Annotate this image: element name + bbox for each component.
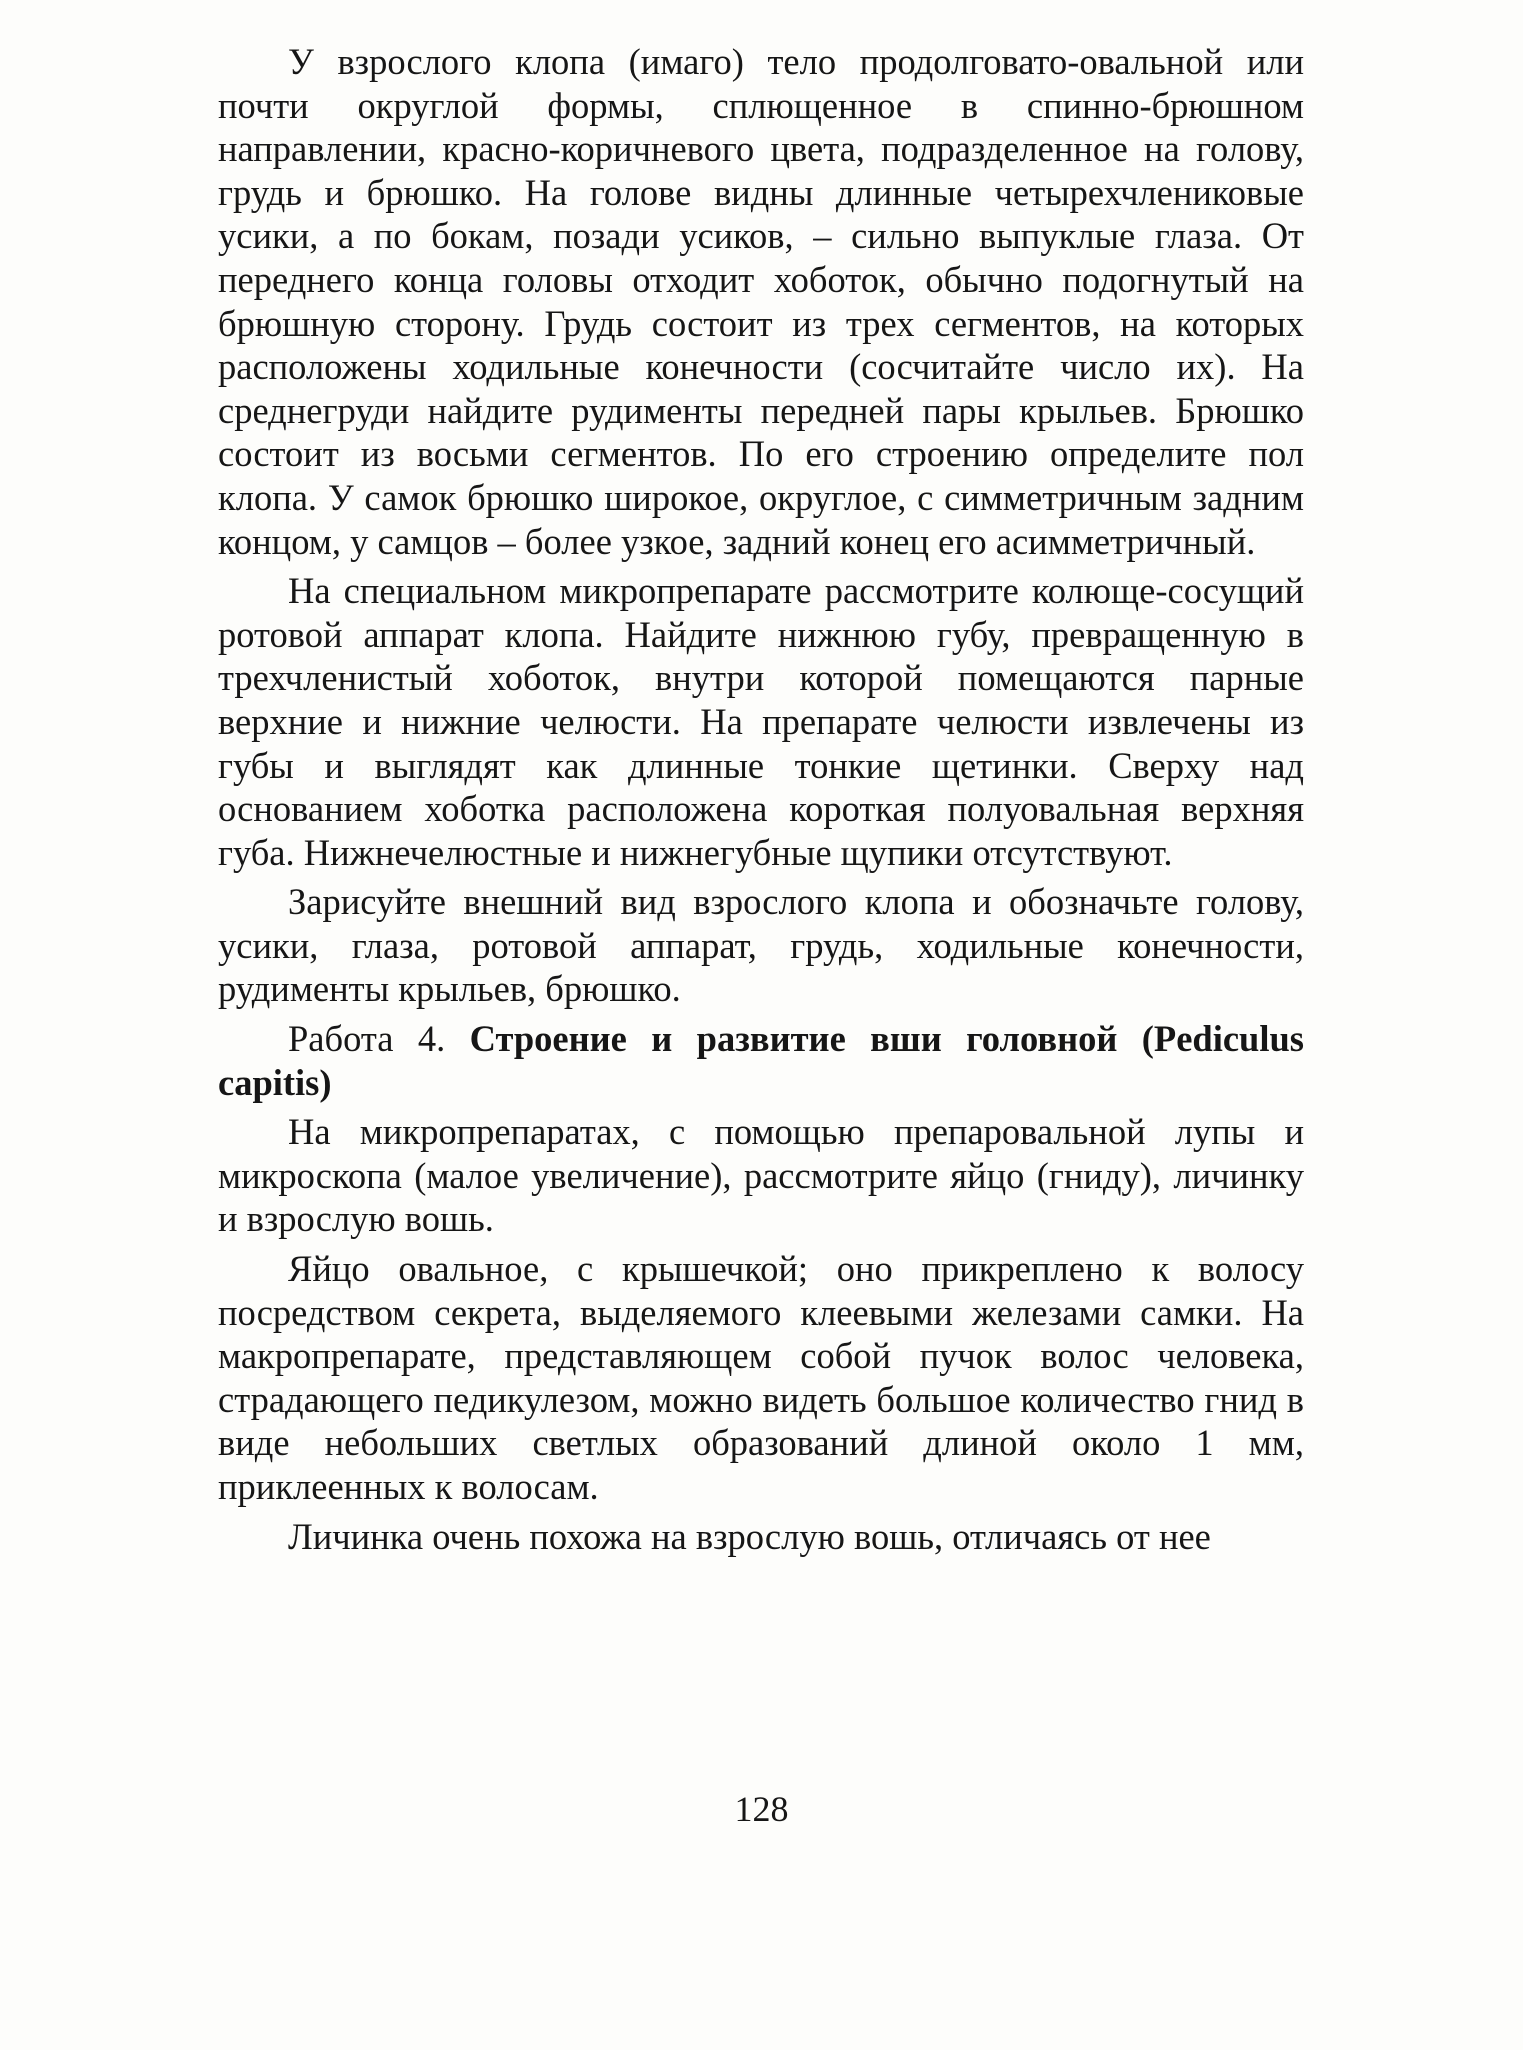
paragraph-mouthparts: На специальном микропрепарате рассмотрите колюще-сосущий ротовой аппарат клопа. Найдите нижнюю губу, превращенную в трехчленистый хоботок, внутри которой помещаются парные верхние и нижние челюсти. На препарате челюсти извлечены из губы и выглядят как длинные тонкие щетинки. Сверху над основанием хоботка расположена короткая полуовальная верхняя губа. Нижнечелюстные и нижнегубные щупики отсутствуют. [218, 570, 1304, 873]
paragraph-egg: Яйцо овальное, с крышечкой; оно прикреплено к волосу посредством секрета, выделяемого клеевыми железами самки. На макропрепарате, представляющем собой пучок волос человека, страдающего педикулезом, можно видеть большое количество гнид в виде небольших светлых образований длиной около 1 мм, приклеенных к волосам. [218, 1248, 1304, 1507]
paragraph-larva: Личинка очень похожа на взрослую вошь, отличаясь от нее [288, 1515, 1211, 1557]
section-heading-prefix: Работа 4. [288, 1018, 470, 1060]
section-heading [218, 1017, 1304, 1104]
paragraph-drawing-task: Зарисуйте внешний вид взрослого клопа и обозначьте голову, усики, глаза, ротовой аппарат, грудь, ходильные конечности, рудименты крыльев, брюшко. [218, 881, 1304, 1010]
paragraph-adult-bug: У взрослого клопа (имаго) тело продолговато-овальной или почти округлой формы, сплющенное в спинно-брюшном направлении, красно-коричневого цвета, подразделенное на голову, грудь и брюшко. На голове видны длинные четырехчлениковые усики, а по бокам, позади усиков, – сильно выпуклые глаза. От переднего конца головы отходит хоботок, обычно подогнутый на брюшную сторону. Грудь состоит из трех сегментов, на которых расположены ходильные конечности (сосчитайте число их). На среднегруди найдите рудименты передней пары крыльев. Брюшко состоит из восьми сегментов. По его строению определите пол клопа. У самок брюшко широкое, округлое, с симметричным задним концом, у самцов – более узкое, задний конец его асимметричный. [218, 41, 1304, 562]
page-body [218, 40, 1304, 1564]
page-number: 128 [734, 1789, 789, 1829]
paragraph-micropreparations: На микропрепаратах, с помощью препаровальной лупы и микроскопа (малое увеличение), рассмотрите яйцо (гниду), личинку и взрослую вошь. [218, 1111, 1304, 1240]
section-heading-title: Строение и развитие вши головной (Pediculus capitis) [218, 1018, 1305, 1103]
